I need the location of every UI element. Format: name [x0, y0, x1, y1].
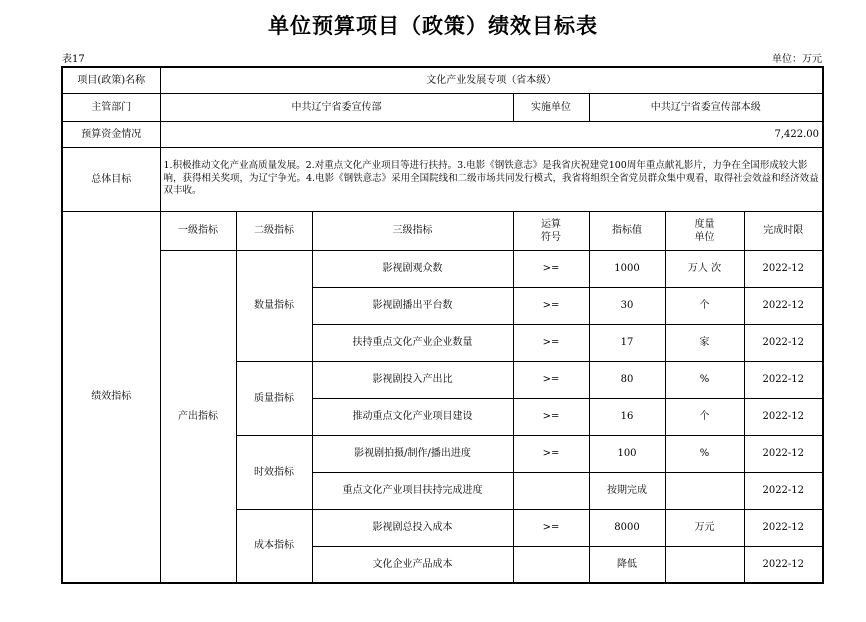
level3-indicator: 文化企业产品成本	[312, 546, 513, 583]
level3-indicator: 推动重点文化产业项目建设	[312, 398, 513, 435]
project-name-value: 文化产业发展专项（省本级）	[160, 67, 823, 93]
measure-unit: 家	[665, 324, 744, 361]
measure-unit: 个	[665, 287, 744, 324]
level3-indicator: 扶持重点文化产业企业数量	[312, 324, 513, 361]
level2-indicator: 数量指标	[236, 250, 312, 361]
budget-value: 7,422.00	[160, 121, 823, 147]
operator: >=	[513, 287, 589, 324]
deadline: 2022-12	[744, 435, 823, 472]
measure-unit: 万人 次	[665, 250, 744, 287]
operator: >=	[513, 398, 589, 435]
indicator-value: 16	[589, 398, 665, 435]
level3-indicator: 影视剧观众数	[312, 250, 513, 287]
measure-unit: %	[665, 435, 744, 472]
measure-unit	[665, 546, 744, 583]
overall-goal-label: 总体目标	[62, 147, 160, 211]
performance-table	[61, 66, 824, 584]
header-level2: 二级指标	[236, 211, 312, 250]
header-operator: 运算 符号	[513, 211, 589, 250]
header-value: 指标值	[589, 211, 665, 250]
measure-unit: 万元	[665, 509, 744, 546]
deadline: 2022-12	[744, 361, 823, 398]
deadline: 2022-12	[744, 250, 823, 287]
operator: >=	[513, 361, 589, 398]
impl-unit-label: 实施单位	[513, 93, 589, 121]
header-level1: 一级指标	[160, 211, 236, 250]
level3-indicator: 重点文化产业项目扶持完成进度	[312, 472, 513, 509]
deadline: 2022-12	[744, 324, 823, 361]
level3-indicator: 影视剧总投入成本	[312, 509, 513, 546]
operator	[513, 472, 589, 509]
budget-label: 预算资金情况	[62, 121, 160, 147]
measure-unit: %	[665, 361, 744, 398]
indicator-value: 17	[589, 324, 665, 361]
operator	[513, 546, 589, 583]
header-unit: 度量 单位	[665, 211, 744, 250]
table-row	[62, 250, 823, 287]
indicator-value: 30	[589, 287, 665, 324]
overall-goal-text: 1.积极推动文化产业高质量发展。2.对重点文化产业项目等进行扶持。3.电影《钢铁意志》是我省庆祝建党100周年重点献礼影片，力争在全国形成较大影响，获得相关奖项，为辽宁争光。4.电影《钢铁意志》采用全国院线和二级市场共同发行模式，我省将组织全省党员群众集中观看，取得社会效益和经济效益双丰收。	[160, 147, 823, 211]
measure-unit: 个	[665, 398, 744, 435]
deadline: 2022-12	[744, 287, 823, 324]
deadline: 2022-12	[744, 398, 823, 435]
level3-indicator: 影视剧拍摄/制作/播出进度	[312, 435, 513, 472]
dept-value: 中共辽宁省委宣传部	[160, 93, 513, 121]
table-number: 表17	[62, 54, 85, 65]
unit-label: 单位：万元	[772, 54, 822, 65]
indicator-value: 100	[589, 435, 665, 472]
indicator-value: 按期完成	[589, 472, 665, 509]
level2-indicator: 质量指标	[236, 361, 312, 435]
operator: >=	[513, 435, 589, 472]
deadline: 2022-12	[744, 509, 823, 546]
measure-unit	[665, 472, 744, 509]
level3-indicator: 影视剧播出平台数	[312, 287, 513, 324]
operator: >=	[513, 250, 589, 287]
indicator-value: 降低	[589, 546, 665, 583]
indicator-value: 80	[589, 361, 665, 398]
level1-indicator: 产出指标	[160, 250, 236, 583]
project-name-label: 项目(政策)名称	[62, 67, 160, 93]
level3-indicator: 影视剧投入产出比	[312, 361, 513, 398]
deadline: 2022-12	[744, 546, 823, 583]
impl-unit-value: 中共辽宁省委宣传部本级	[589, 93, 823, 121]
operator: >=	[513, 324, 589, 361]
perf-indicator-label: 绩效指标	[62, 211, 160, 583]
header-level3: 三级指标	[312, 211, 513, 250]
dept-label: 主管部门	[62, 93, 160, 121]
indicator-value: 8000	[589, 509, 665, 546]
header-deadline: 完成时限	[744, 211, 823, 250]
deadline: 2022-12	[744, 472, 823, 509]
operator: >=	[513, 509, 589, 546]
level2-indicator: 成本指标	[236, 509, 312, 583]
page-title: 单位预算项目（政策）绩效目标表	[268, 14, 598, 38]
indicator-value: 1000	[589, 250, 665, 287]
level2-indicator: 时效指标	[236, 435, 312, 509]
